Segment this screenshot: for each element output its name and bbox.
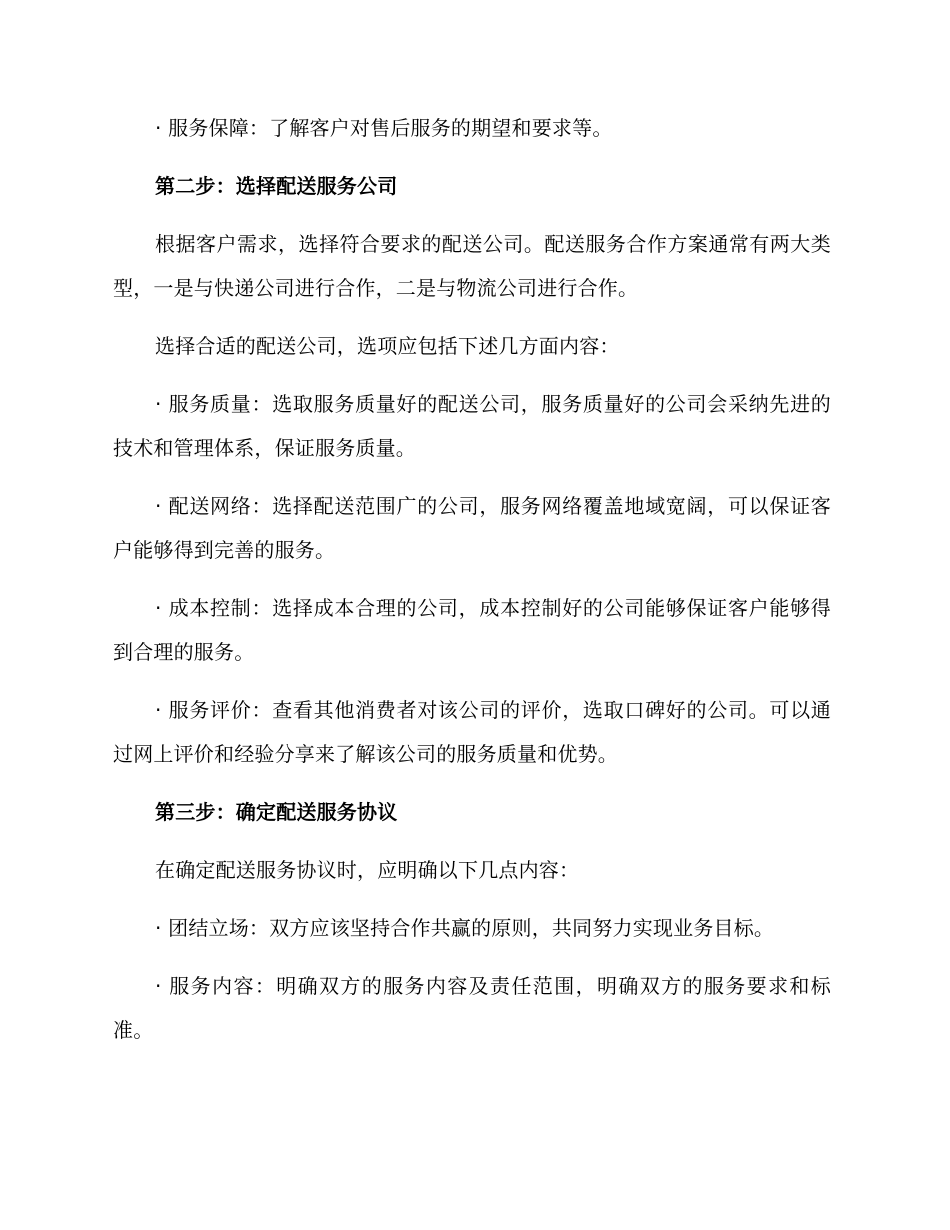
bullet-cost-control: · 成本控制：选择成本合理的公司，成本控制好的公司能够保证客户能够得到合理的服务。: [113, 596, 831, 664]
bullet-service-quality: · 服务质量：选取服务质量好的配送公司，服务质量好的公司会采纳先进的技术和管理体系，保证服务质量。: [113, 392, 831, 460]
bullet-service-guarantee: · 服务保障：了解客户对售后服务的期望和要求等。: [155, 116, 613, 140]
heading-step-three: 第三步：确定配送服务协议: [155, 800, 398, 824]
bullet-unity-stance: · 团结立场：双方应该坚持合作共赢的原则，共同努力实现业务目标。: [155, 916, 775, 940]
bullet-service-content: · 服务内容：明确双方的服务内容及责任范围，明确双方的服务要求和标准。: [113, 974, 831, 1042]
bullet-delivery-network: · 配送网络：选择配送范围广的公司，服务网络覆盖地域宽阔，可以保证客户能够得到完善的服务。: [113, 494, 831, 562]
paragraph-choose-company: 选择合适的配送公司，选项应包括下述几方面内容：: [155, 334, 620, 358]
paragraph-customer-needs: 根据客户需求，选择符合要求的配送公司。配送服务合作方案通常有两大类型，一是与快递公司进行合作，二是与物流公司进行合作。: [113, 232, 831, 300]
paragraph-agreement-points: 在确定配送服务协议时，应明确以下几点内容：: [155, 858, 580, 882]
bullet-service-review: · 服务评价：查看其他消费者对该公司的评价，选取口碑好的公司。可以通过网上评价和经验分享来了解该公司的服务质量和优势。: [113, 698, 831, 766]
heading-step-two: 第二步：选择配送服务公司: [155, 174, 398, 198]
